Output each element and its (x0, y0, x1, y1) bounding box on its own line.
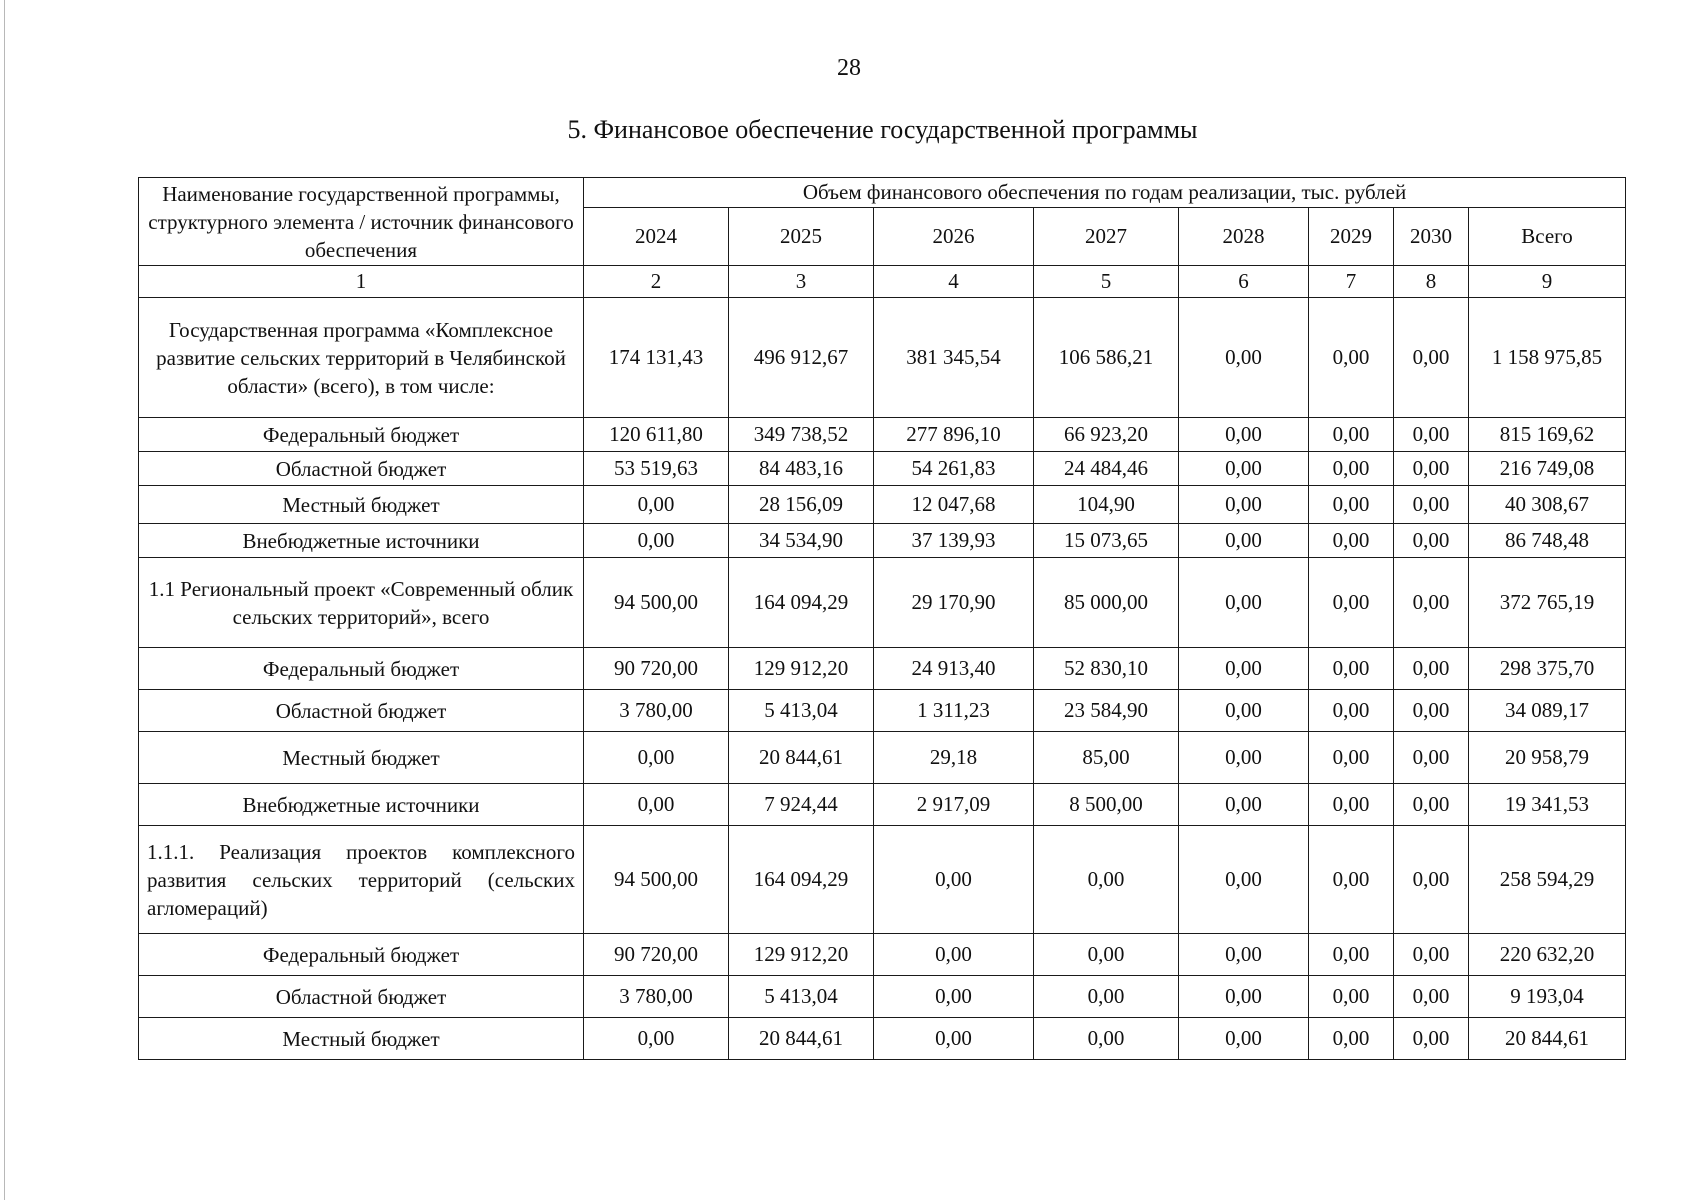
row-value-cell: 0,00 (1394, 690, 1469, 732)
row-value-cell: 90 720,00 (584, 648, 729, 690)
row-value-cell: 0,00 (1394, 934, 1469, 976)
row-value-cell: 94 500,00 (584, 826, 729, 934)
row-value-cell: 0,00 (1034, 934, 1179, 976)
section-title: 5. Финансовое обеспечение государственной программы (567, 115, 1198, 144)
row-value-cell: 0,00 (1394, 486, 1469, 524)
row-total-cell: 34 089,17 (1469, 690, 1626, 732)
header-group-cell: Объем финансового обеспечения по годам реализации, тыс. рублей (584, 178, 1626, 208)
row-value-cell: 0,00 (1309, 558, 1394, 648)
column-number-cell: 3 (729, 266, 874, 298)
row-value-cell: 0,00 (1309, 1018, 1394, 1060)
row-value-cell: 7 924,44 (729, 784, 874, 826)
row-value-cell: 0,00 (1394, 298, 1469, 418)
row-value-cell: 0,00 (1309, 690, 1394, 732)
row-value-cell: 0,00 (1034, 1018, 1179, 1060)
row-value-cell: 0,00 (1179, 732, 1309, 784)
row-value-cell: 0,00 (1309, 976, 1394, 1018)
row-value-cell: 0,00 (1309, 452, 1394, 486)
row-value-cell: 0,00 (584, 524, 729, 558)
row-total-cell: 9 193,04 (1469, 976, 1626, 1018)
row-value-cell: 20 844,61 (729, 1018, 874, 1060)
row-name-cell: Внебюджетные источники (139, 784, 584, 826)
row-name-cell: Местный бюджет (139, 486, 584, 524)
row-value-cell: 0,00 (1394, 1018, 1469, 1060)
row-value-cell: 28 156,09 (729, 486, 874, 524)
column-numbers-row (139, 266, 1626, 298)
row-value-cell: 0,00 (1309, 524, 1394, 558)
row-value-cell: 20 844,61 (729, 732, 874, 784)
row-value-cell: 0,00 (1179, 784, 1309, 826)
row-value-cell: 15 073,65 (1034, 524, 1179, 558)
row-value-cell: 0,00 (1394, 558, 1469, 648)
row-value-cell: 0,00 (1179, 1018, 1309, 1060)
row-value-cell: 0,00 (1034, 826, 1179, 934)
row-value-cell: 129 912,20 (729, 934, 874, 976)
row-value-cell: 496 912,67 (729, 298, 874, 418)
row-name-cell: Областной бюджет (139, 452, 584, 486)
page-edge-line (4, 0, 5, 1200)
row-name-cell: Федеральный бюджет (139, 934, 584, 976)
row-value-cell: 37 139,93 (874, 524, 1034, 558)
table-row (139, 732, 1626, 784)
year-header-cell: 2030 (1394, 208, 1469, 266)
row-name-cell: Федеральный бюджет (139, 648, 584, 690)
row-value-cell: 0,00 (1309, 732, 1394, 784)
table-row (139, 690, 1626, 732)
row-value-cell: 54 261,83 (874, 452, 1034, 486)
page-number: 28 (837, 55, 861, 81)
table-row (139, 976, 1626, 1018)
row-value-cell: 34 534,90 (729, 524, 874, 558)
row-value-cell: 53 519,63 (584, 452, 729, 486)
row-value-cell: 129 912,20 (729, 648, 874, 690)
table-row (139, 452, 1626, 486)
row-total-cell: 1 158 975,85 (1469, 298, 1626, 418)
row-value-cell: 120 611,80 (584, 418, 729, 452)
row-value-cell: 0,00 (1394, 418, 1469, 452)
year-header-cell: 2026 (874, 208, 1034, 266)
row-value-cell: 0,00 (1034, 976, 1179, 1018)
row-value-cell: 174 131,43 (584, 298, 729, 418)
row-total-cell: 19 341,53 (1469, 784, 1626, 826)
column-number-cell: 4 (874, 266, 1034, 298)
year-header-cell: 2028 (1179, 208, 1309, 266)
row-total-cell: 372 765,19 (1469, 558, 1626, 648)
row-value-cell: 0,00 (1179, 690, 1309, 732)
row-value-cell: 29 170,90 (874, 558, 1034, 648)
year-header-cell: 2024 (584, 208, 729, 266)
row-value-cell: 0,00 (1394, 452, 1469, 486)
row-value-cell: 0,00 (1309, 784, 1394, 826)
column-number-cell: 9 (1469, 266, 1626, 298)
row-name-cell: 1.1 Региональный проект «Современный облик сельских территорий», всего (139, 558, 584, 648)
table-row (139, 524, 1626, 558)
row-value-cell: 277 896,10 (874, 418, 1034, 452)
column-number-cell: 1 (139, 266, 584, 298)
table-row (139, 1018, 1626, 1060)
table-row (139, 558, 1626, 648)
table-row (139, 648, 1626, 690)
row-value-cell: 0,00 (584, 486, 729, 524)
row-total-cell: 216 749,08 (1469, 452, 1626, 486)
year-header-cell: 2027 (1034, 208, 1179, 266)
row-value-cell: 24 484,46 (1034, 452, 1179, 486)
row-value-cell: 0,00 (1179, 934, 1309, 976)
row-value-cell: 104,90 (1034, 486, 1179, 524)
row-value-cell: 52 830,10 (1034, 648, 1179, 690)
year-header-cell: 2025 (729, 208, 874, 266)
row-value-cell: 85,00 (1034, 732, 1179, 784)
row-value-cell: 1 311,23 (874, 690, 1034, 732)
row-value-cell: 0,00 (874, 976, 1034, 1018)
column-number-cell: 2 (584, 266, 729, 298)
row-value-cell: 0,00 (584, 784, 729, 826)
row-total-cell: 298 375,70 (1469, 648, 1626, 690)
row-value-cell: 164 094,29 (729, 826, 874, 934)
row-value-cell: 106 586,21 (1034, 298, 1179, 418)
row-value-cell: 0,00 (584, 732, 729, 784)
row-value-cell: 164 094,29 (729, 558, 874, 648)
row-value-cell: 23 584,90 (1034, 690, 1179, 732)
row-value-cell: 0,00 (584, 1018, 729, 1060)
row-name-cell: 1.1.1. Реализация проектов комплексного развития сельских территорий (сельских агломераций) (139, 826, 584, 934)
row-name-cell: Внебюджетные источники (139, 524, 584, 558)
row-total-cell: 20 844,61 (1469, 1018, 1626, 1060)
header-name-cell: Наименование государственной программы, структурного элемента / источник финансового обеспечения (139, 178, 584, 266)
row-value-cell: 0,00 (1179, 976, 1309, 1018)
row-total-cell: 20 958,79 (1469, 732, 1626, 784)
row-value-cell: 8 500,00 (1034, 784, 1179, 826)
column-number-cell: 5 (1034, 266, 1179, 298)
row-name-cell: Областной бюджет (139, 976, 584, 1018)
row-value-cell: 0,00 (1394, 732, 1469, 784)
row-name-cell: Государственная программа «Комплексное развитие сельских территорий в Челябинской области» (всего), в том числе: (139, 298, 584, 418)
row-value-cell: 0,00 (1179, 486, 1309, 524)
total-header-cell: Всего (1469, 208, 1626, 266)
table-row (139, 934, 1626, 976)
row-value-cell: 0,00 (1179, 648, 1309, 690)
row-value-cell: 0,00 (1309, 648, 1394, 690)
column-number-cell: 7 (1309, 266, 1394, 298)
row-value-cell: 24 913,40 (874, 648, 1034, 690)
column-number-cell: 8 (1394, 266, 1469, 298)
row-value-cell: 0,00 (1309, 418, 1394, 452)
row-value-cell: 0,00 (1309, 826, 1394, 934)
row-value-cell: 0,00 (1394, 524, 1469, 558)
row-value-cell: 84 483,16 (729, 452, 874, 486)
row-value-cell: 349 738,52 (729, 418, 874, 452)
row-value-cell: 5 413,04 (729, 976, 874, 1018)
row-value-cell: 0,00 (1179, 826, 1309, 934)
row-total-cell: 258 594,29 (1469, 826, 1626, 934)
year-header-cell: 2029 (1309, 208, 1394, 266)
row-value-cell: 2 917,09 (874, 784, 1034, 826)
column-number-cell: 6 (1179, 266, 1309, 298)
row-total-cell: 40 308,67 (1469, 486, 1626, 524)
row-value-cell: 66 923,20 (1034, 418, 1179, 452)
row-value-cell: 0,00 (874, 1018, 1034, 1060)
row-value-cell: 0,00 (1309, 934, 1394, 976)
row-value-cell: 0,00 (874, 826, 1034, 934)
row-value-cell: 0,00 (1394, 976, 1469, 1018)
row-value-cell: 0,00 (1179, 298, 1309, 418)
row-value-cell: 3 780,00 (584, 976, 729, 1018)
row-value-cell: 0,00 (1179, 452, 1309, 486)
row-name-cell: Областной бюджет (139, 690, 584, 732)
financing-table (138, 177, 1626, 1060)
row-value-cell: 85 000,00 (1034, 558, 1179, 648)
table-row (139, 298, 1626, 418)
row-value-cell: 0,00 (1309, 298, 1394, 418)
row-value-cell: 12 047,68 (874, 486, 1034, 524)
header-row (139, 178, 1626, 208)
row-value-cell: 381 345,54 (874, 298, 1034, 418)
table-row (139, 784, 1626, 826)
row-name-cell: Местный бюджет (139, 732, 584, 784)
row-total-cell: 815 169,62 (1469, 418, 1626, 452)
row-value-cell: 0,00 (1179, 418, 1309, 452)
row-name-cell: Федеральный бюджет (139, 418, 584, 452)
row-value-cell: 0,00 (1394, 648, 1469, 690)
table-body (139, 298, 1626, 1060)
table-row (139, 826, 1626, 934)
row-value-cell: 3 780,00 (584, 690, 729, 732)
table-row (139, 418, 1626, 452)
row-value-cell: 0,00 (1179, 524, 1309, 558)
row-value-cell: 5 413,04 (729, 690, 874, 732)
row-value-cell: 0,00 (1394, 784, 1469, 826)
row-name-cell: Местный бюджет (139, 1018, 584, 1060)
row-value-cell: 0,00 (1179, 558, 1309, 648)
row-total-cell: 86 748,48 (1469, 524, 1626, 558)
row-value-cell: 0,00 (1394, 826, 1469, 934)
row-value-cell: 94 500,00 (584, 558, 729, 648)
table-row (139, 486, 1626, 524)
row-value-cell: 0,00 (1309, 486, 1394, 524)
row-value-cell: 0,00 (874, 934, 1034, 976)
row-total-cell: 220 632,20 (1469, 934, 1626, 976)
row-value-cell: 90 720,00 (584, 934, 729, 976)
row-value-cell: 29,18 (874, 732, 1034, 784)
